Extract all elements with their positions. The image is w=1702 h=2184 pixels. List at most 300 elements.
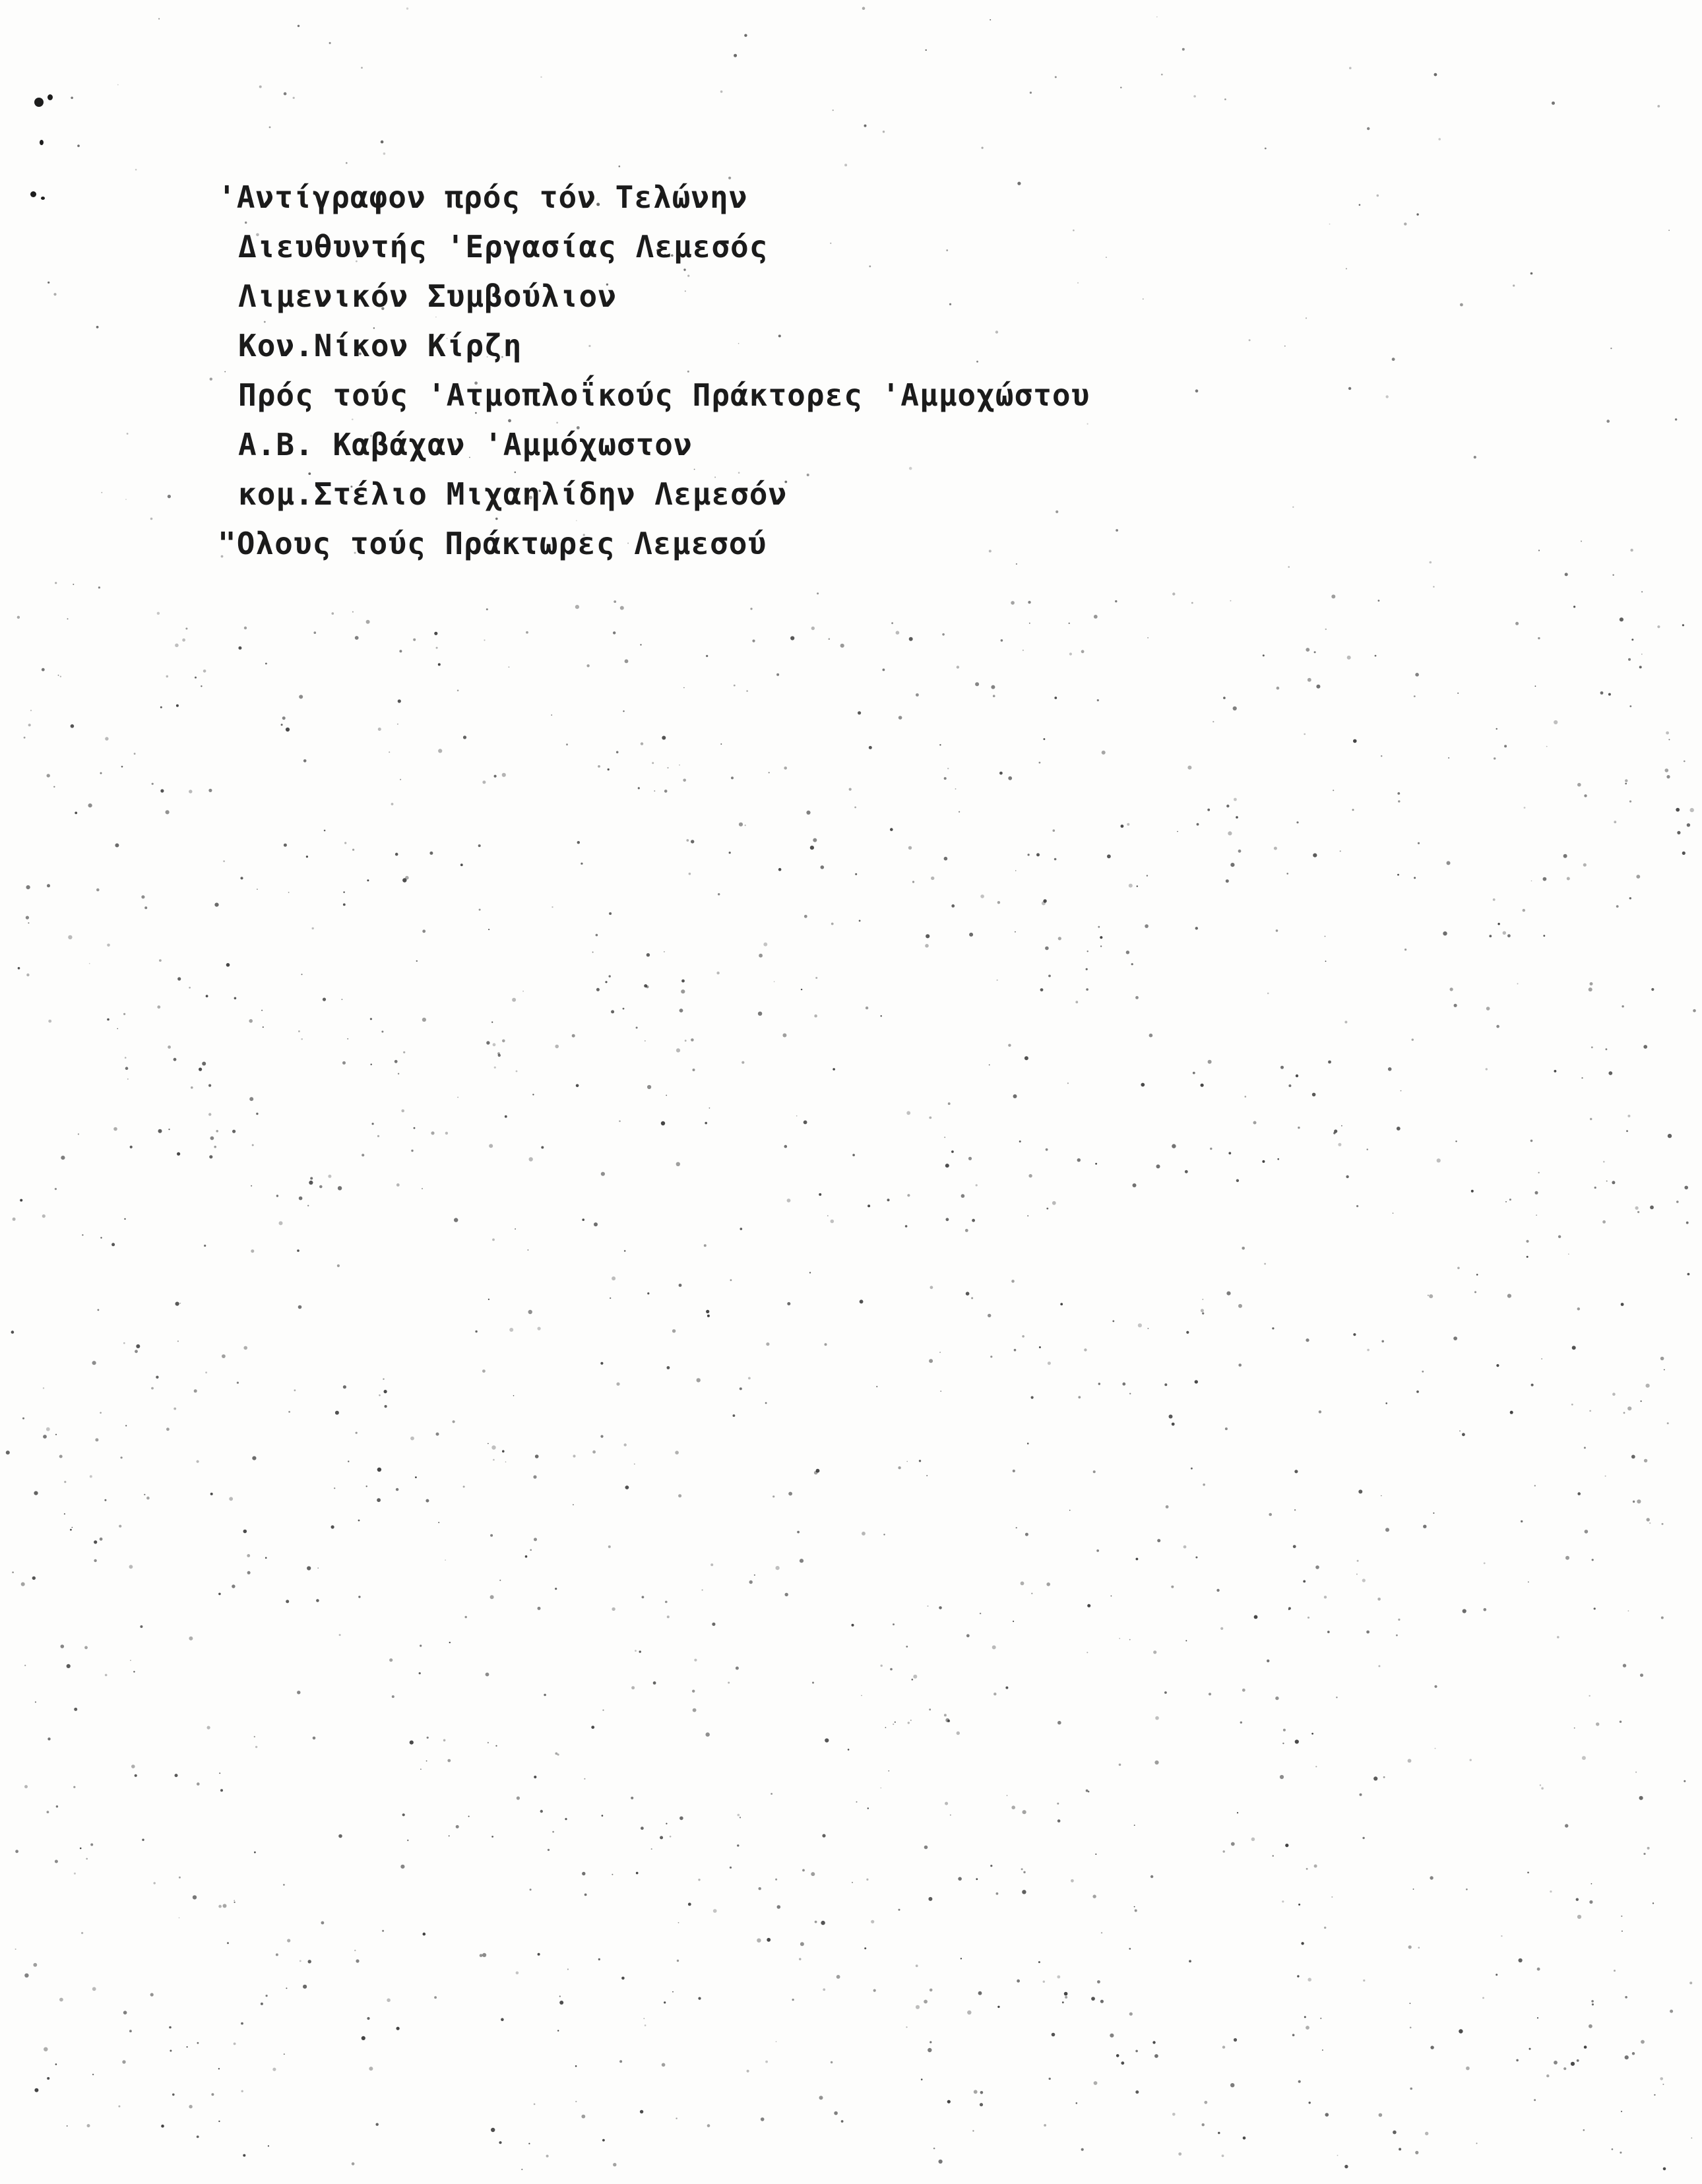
speckle-dot — [1584, 1447, 1586, 1449]
speckle-dot — [1346, 268, 1347, 269]
speckle-dot — [297, 1249, 299, 1252]
speckle-dot — [533, 1476, 536, 1479]
speckle-dot — [697, 1378, 701, 1382]
speckle-dot — [1340, 850, 1341, 852]
speckle-dot — [1675, 418, 1677, 420]
speckle-dot — [168, 495, 171, 498]
speckle-dot — [1625, 779, 1627, 782]
speckle-dot — [1121, 825, 1124, 828]
speckle-dot — [667, 767, 668, 768]
speckle-dot — [113, 1127, 117, 1131]
speckle-dot — [1129, 1393, 1131, 1394]
speckle-dot — [343, 1385, 346, 1388]
speckle-dot — [1625, 1996, 1627, 1999]
speckle-dot — [173, 1408, 176, 1410]
speckle-dot — [944, 1714, 947, 1716]
speckle-dot — [745, 825, 746, 826]
speckle-dot — [1129, 2012, 1133, 2016]
speckle-dot — [1164, 1691, 1167, 1694]
speckle-dot — [709, 1108, 710, 1109]
speckle-dot — [919, 1460, 921, 1462]
speckle-dot — [616, 1383, 619, 1386]
speckle-dot — [871, 1920, 874, 1923]
speckle-dot — [1629, 897, 1631, 899]
speckle-dot — [218, 1905, 222, 1908]
speckle-dot — [581, 2115, 585, 2119]
speckle-dot — [1428, 1295, 1429, 1296]
speckle-dot — [544, 1694, 546, 1697]
speckle-dot — [1554, 2061, 1558, 2065]
speckle-dot — [1519, 1958, 1523, 1962]
speckle-dot — [61, 1644, 65, 1648]
speckle-dot — [194, 1389, 197, 1392]
speckle-dot — [400, 779, 401, 780]
speckle-dot — [1233, 706, 1237, 710]
speckle-dot — [372, 1123, 374, 1125]
speckle-dot — [873, 1989, 876, 1992]
speckle-dot — [529, 1157, 533, 1161]
speckle-dot — [912, 881, 914, 883]
speckle-dot — [1276, 929, 1278, 932]
speckle-dot — [1202, 1313, 1204, 1315]
speckle-dot — [17, 616, 20, 619]
speckle-dot — [1454, 1004, 1457, 1007]
speckle-dot — [237, 1382, 239, 1384]
speckle-dot — [352, 611, 354, 613]
speckle-dot — [1122, 1383, 1125, 1386]
speckle-dot — [1193, 95, 1196, 98]
speckle-dot — [784, 766, 787, 770]
speckle-dot — [885, 1727, 887, 1728]
speckle-dot — [1552, 102, 1555, 105]
speckle-dot — [1554, 1070, 1557, 1073]
speckle-dot — [131, 1764, 135, 1768]
speckle-dot — [144, 906, 147, 909]
speckle-dot — [730, 1867, 732, 1869]
speckle-dot — [376, 2123, 379, 2126]
speckle-dot — [530, 1888, 532, 1890]
speckle-dot — [276, 1953, 278, 1956]
speckle-dot — [463, 735, 466, 739]
speckle-dot — [283, 1884, 285, 1886]
speckle-dot — [294, 1389, 296, 1391]
speckle-dot — [1602, 1220, 1606, 1224]
speckle-dot — [972, 1219, 975, 1222]
speckle-dot — [641, 1826, 644, 1830]
speckle-dot — [486, 1673, 489, 1677]
speckle-dot — [957, 1732, 960, 1735]
speckle-dot — [1036, 853, 1040, 856]
speckle-dot — [763, 943, 767, 947]
speckle-dot — [1360, 1794, 1362, 1796]
speckle-dot — [173, 1058, 177, 1061]
speckle-dot — [883, 131, 885, 133]
speckle-dot — [1434, 1685, 1437, 1688]
speckle-dot — [1529, 2048, 1531, 2050]
speckle-dot — [972, 2130, 974, 2131]
speckle-dot — [494, 1067, 496, 1069]
speckle-dot — [1536, 1214, 1537, 1216]
speckle-dot — [449, 1642, 451, 1643]
speckle-dot — [928, 2048, 931, 2052]
speckle-dot — [366, 620, 370, 624]
speckle-dot — [370, 1018, 372, 1020]
speckle-dot — [20, 1199, 22, 1202]
speckle-dot — [319, 1185, 323, 1189]
speckle-dot — [677, 1960, 679, 1962]
speckle-dot — [254, 1736, 255, 1737]
speckle-dot — [210, 1137, 214, 1140]
speckle-dot — [1625, 2055, 1629, 2059]
speckle-dot — [1641, 2040, 1645, 2044]
speckle-dot — [420, 1768, 422, 1770]
speckle-dot — [1644, 1459, 1647, 1462]
speckle-dot — [48, 1020, 51, 1023]
speckle-dot — [1149, 1034, 1153, 1038]
speckle-dot — [940, 1390, 941, 1392]
speckle-dot — [575, 2101, 577, 2102]
speckle-dot — [757, 1939, 761, 1943]
speckle-dot — [251, 1185, 252, 1187]
speckle-dot — [1605, 1476, 1606, 1477]
speckle-dot — [43, 1387, 44, 1388]
speckle-dot — [1540, 1784, 1541, 1786]
speckle-dot — [498, 1054, 501, 1057]
speckle-dot — [1386, 395, 1389, 398]
speckle-dot — [1558, 1235, 1561, 1238]
speckle-dot — [202, 1062, 206, 1066]
speckle-dot — [730, 1279, 732, 1281]
speckle-dot — [1197, 823, 1199, 826]
speckle-dot — [214, 903, 218, 907]
speckle-dot — [67, 618, 69, 619]
speckle-dot — [43, 1435, 47, 1439]
speckle-dot — [1667, 1422, 1669, 1424]
speckle-dot — [852, 1882, 853, 1883]
speckle-dot — [898, 1466, 900, 1469]
speckle-dot — [800, 1559, 804, 1563]
speckle-dot — [486, 1041, 489, 1044]
speckle-dot — [1591, 2000, 1594, 2003]
speckle-dot — [1065, 1996, 1067, 1999]
speckle-dot — [819, 2096, 823, 2100]
speckle-dot — [177, 1340, 179, 1342]
speckle-dot — [261, 1010, 263, 1011]
speckle-dot — [1306, 1338, 1309, 1342]
speckle-dot — [445, 1132, 448, 1135]
speckle-dot — [848, 1749, 850, 1751]
speckle-dot — [1186, 1331, 1189, 1334]
speckle-dot — [1316, 685, 1320, 689]
speckle-dot — [367, 2017, 369, 2020]
speckle-dot — [1635, 1206, 1639, 1210]
speckle-dot — [499, 2141, 501, 2144]
speckle-dot — [947, 2100, 951, 2104]
speckle-dot — [961, 1958, 962, 1959]
speckle-dot — [1657, 625, 1660, 628]
speckle-dot — [776, 1566, 780, 1570]
speckle-dot — [1366, 1631, 1370, 1634]
speckle-dot — [734, 54, 737, 57]
speckle-dot — [1097, 1980, 1100, 1983]
speckle-dot — [328, 1175, 331, 1178]
speckle-dot — [802, 1869, 805, 1872]
speckle-dot — [712, 1623, 715, 1626]
speckle-dot — [1044, 2124, 1046, 2127]
speckle-dot — [548, 1849, 550, 1851]
speckle-dot — [1189, 1960, 1191, 1962]
speckle-dot — [1381, 1495, 1382, 1497]
speckle-dot — [1298, 1904, 1300, 1906]
speckle-dot — [1288, 1609, 1290, 1610]
speckle-dot — [226, 963, 230, 967]
speckle-dot — [811, 627, 815, 630]
speckle-dot — [33, 1963, 37, 1967]
speckle-dot — [836, 1975, 840, 1979]
speckle-dot — [775, 1879, 777, 1881]
speckle-dot — [1238, 1363, 1242, 1367]
speckle-dot — [256, 1113, 258, 1115]
speckle-dot — [1676, 1201, 1679, 1203]
speckle-dot — [1169, 1415, 1173, 1419]
speckle-dot — [1294, 1509, 1296, 1511]
speckle-dot — [1653, 1902, 1654, 1904]
speckle-dot — [1048, 975, 1051, 978]
speckle-dot — [1606, 1181, 1608, 1182]
speckle-dot — [908, 1722, 910, 1724]
speckle-dot — [81, 1932, 83, 1934]
speckle-dot — [420, 1644, 422, 1646]
speckle-dot — [642, 1596, 645, 1598]
speckle-dot — [1684, 1780, 1686, 1782]
speckle-dot — [883, 1534, 885, 1535]
speckle-dot — [1641, 591, 1643, 592]
speckle-dot — [127, 433, 129, 435]
speckle-dot — [555, 1753, 557, 1755]
speckle-dot — [777, 1905, 781, 1909]
speckle-dot — [1095, 1854, 1096, 1855]
speckle-dot — [1095, 1163, 1097, 1165]
speckle-dot — [479, 909, 481, 911]
speckle-dot — [990, 19, 991, 20]
distribution-line: Α.Β. Καβάχαν 'Αμμόχωστον — [238, 427, 693, 462]
speckle-dot — [1504, 745, 1507, 747]
speckle-dot — [100, 1412, 102, 1414]
speckle-dot — [1565, 573, 1568, 576]
speckle-dot — [1496, 728, 1497, 730]
speckle-dot — [906, 1111, 910, 1115]
speckle-dot — [369, 2067, 373, 2071]
speckle-dot — [575, 2065, 577, 2067]
speckle-dot — [1172, 1423, 1175, 1426]
speckle-dot — [705, 1122, 707, 1125]
speckle-dot — [1612, 1181, 1615, 1184]
speckle-dot — [1058, 937, 1061, 940]
speckle-dot — [1430, 561, 1432, 564]
speckle-dot — [1507, 1294, 1511, 1298]
speckle-dot — [269, 127, 271, 129]
speckle-dot — [100, 1237, 102, 1238]
speckle-dot — [906, 1461, 908, 1462]
speckle-dot — [706, 655, 708, 657]
speckle-dot — [1620, 617, 1623, 621]
speckle-dot — [513, 1395, 515, 1396]
speckle-dot — [158, 18, 160, 19]
speckle-dot — [831, 1220, 835, 1224]
speckle-dot — [971, 1297, 973, 1299]
speckle-dot — [718, 893, 720, 895]
speckle-dot — [945, 1164, 949, 1168]
speckle-dot — [1075, 1001, 1078, 1003]
speckle-dot — [1455, 1140, 1457, 1142]
speckle-dot — [907, 1194, 910, 1197]
speckle-dot — [1138, 1323, 1142, 1327]
speckle-dot — [1328, 1061, 1331, 1064]
speckle-dot — [640, 644, 641, 645]
speckle-dot — [1359, 204, 1361, 206]
speckle-dot — [1315, 1565, 1319, 1569]
speckle-dot — [1195, 1557, 1197, 1559]
speckle-dot — [383, 1379, 384, 1380]
speckle-dot — [516, 1071, 518, 1073]
speckle-dot — [55, 2063, 57, 2065]
speckle-dot — [1584, 794, 1587, 797]
speckle-dot — [1367, 1148, 1368, 1150]
speckle-dot — [1013, 1470, 1015, 1472]
speckle-dot — [427, 1737, 429, 1739]
speckle-dot — [125, 499, 127, 500]
speckle-dot — [1011, 1280, 1015, 1283]
speckle-dot — [491, 1022, 493, 1023]
speckle-dot — [1046, 1148, 1048, 1151]
speckle-dot — [909, 637, 913, 641]
speckle-dot — [1093, 1470, 1096, 1473]
speckle-dot — [647, 1085, 651, 1089]
speckle-dot — [107, 1018, 110, 1021]
speckle-dot — [1627, 1115, 1630, 1117]
speckle-dot — [47, 282, 49, 284]
speckle-dot — [1635, 1772, 1637, 1773]
speckle-dot — [859, 920, 861, 922]
speckle-dot — [11, 1330, 15, 1334]
speckle-dot — [685, 1040, 687, 1042]
speckle-dot — [1100, 936, 1102, 939]
speckle-dot — [203, 670, 206, 673]
speckle-dot — [1637, 1499, 1641, 1503]
speckle-dot — [651, 1848, 652, 1850]
speckle-dot — [565, 1818, 567, 1820]
speckle-dot — [1028, 1174, 1032, 1177]
speckle-dot — [117, 1028, 118, 1030]
speckle-dot — [1296, 1075, 1298, 1077]
speckle-dot — [1091, 1997, 1095, 2001]
speckle-dot — [434, 1996, 437, 1999]
speckle-dot — [199, 1068, 202, 1071]
speckle-dot — [645, 1040, 646, 1042]
speckle-dot — [71, 724, 75, 728]
speckle-dot — [129, 1565, 133, 1569]
speckle-dot — [1591, 1883, 1592, 1885]
speckle-dot — [1157, 1539, 1160, 1542]
speckle-dot — [1218, 2132, 1220, 2134]
speckle-dot — [776, 673, 779, 676]
speckle-dot — [263, 1026, 264, 1028]
speckle-dot — [389, 1658, 393, 1662]
speckle-dot — [1101, 1932, 1102, 1933]
speckle-dot — [234, 1900, 235, 1901]
speckle-dot — [343, 904, 346, 906]
speckle-dot — [491, 1445, 495, 1449]
speckle-dot — [384, 1390, 387, 1393]
speckle-dot — [1489, 935, 1492, 937]
speckle-dot — [509, 1328, 513, 1332]
speckle-dot — [1078, 1396, 1081, 1398]
speckle-dot — [1649, 1522, 1651, 1524]
speckle-dot — [883, 669, 885, 671]
speckle-dot — [1346, 1175, 1348, 1178]
speckle-dot — [1021, 1582, 1024, 1586]
speckle-dot — [1543, 935, 1545, 937]
speckle-dot — [1007, 1795, 1008, 1796]
speckle-dot — [297, 1691, 300, 1694]
speckle-dot — [1230, 863, 1234, 867]
speckle-dot — [1629, 705, 1631, 707]
speckle-dot — [1210, 1148, 1212, 1150]
speckle-dot — [707, 1315, 710, 1317]
speckle-dot — [1253, 1121, 1257, 1125]
speckle-dot — [528, 1310, 532, 1314]
speckle-dot — [488, 1299, 489, 1300]
speckle-dot — [1610, 348, 1612, 349]
speckle-dot — [664, 790, 668, 793]
speckle-dot — [288, 1411, 290, 1413]
speckle-dot — [1284, 346, 1286, 347]
speckle-dot — [815, 1921, 817, 1923]
speckle-dot — [338, 1834, 342, 1838]
speckle-dot — [208, 1113, 211, 1115]
speckle-dot — [1306, 1868, 1308, 1870]
speckle-dot — [667, 1366, 670, 1369]
speckle-dot — [601, 1172, 605, 1176]
speckle-dot — [135, 1350, 138, 1353]
speckle-dot — [1116, 2054, 1119, 2057]
speckle-dot — [679, 1009, 683, 1013]
speckle-dot — [976, 1184, 978, 1186]
speckle-dot — [1563, 854, 1567, 858]
speckle-dot — [608, 768, 610, 770]
speckle-dot — [13, 1218, 16, 1221]
speckle-dot — [392, 1695, 394, 1698]
speckle-dot — [266, 1995, 268, 1997]
speckle-dot — [980, 894, 984, 898]
speckle-dot — [672, 1329, 676, 1332]
speckle-dot — [387, 1999, 391, 2003]
speckle-dot — [154, 1882, 156, 1884]
speckle-dot — [1415, 2151, 1418, 2154]
speckle-dot — [1457, 693, 1459, 694]
speckle-dot — [806, 811, 810, 815]
speckle-dot — [1327, 1631, 1330, 1633]
speckle-dot — [157, 1005, 160, 1009]
speckle-dot — [456, 1825, 459, 1828]
speckle-dot — [1691, 2137, 1692, 2138]
speckle-dot — [286, 1987, 287, 1989]
speckle-dot — [831, 923, 834, 925]
speckle-dot — [1102, 751, 1106, 755]
speckle-dot — [94, 1540, 97, 1544]
speckle-dot — [1276, 687, 1280, 690]
speckle-dot — [160, 706, 162, 708]
